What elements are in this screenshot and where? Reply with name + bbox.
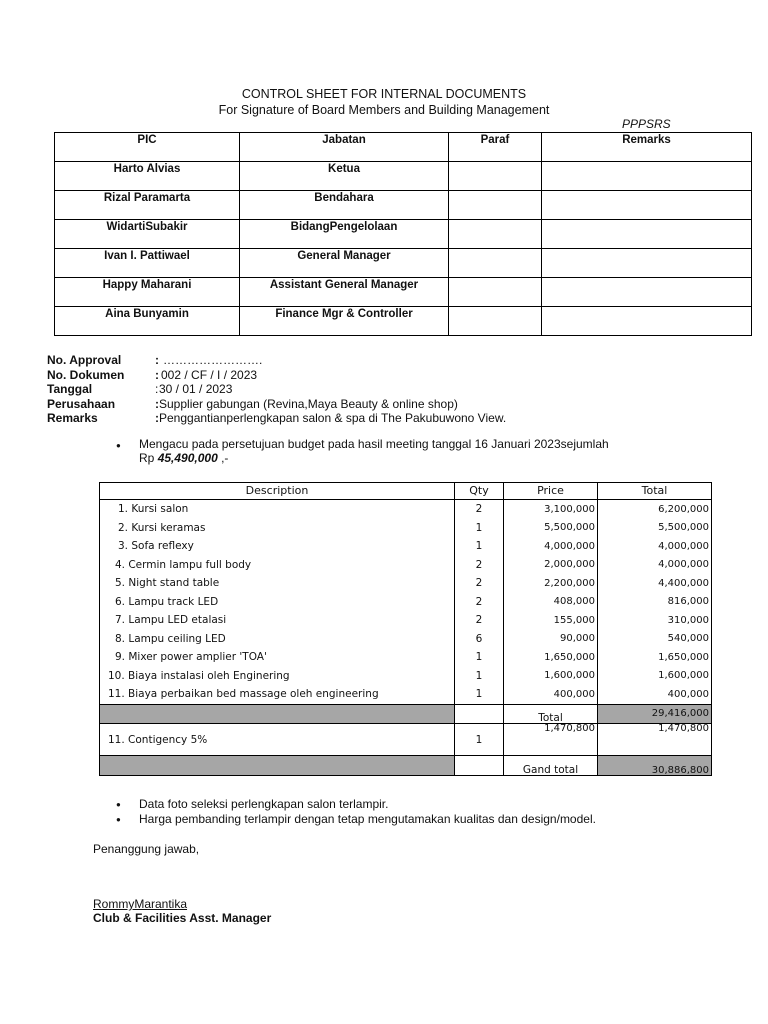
item-row xyxy=(100,500,712,519)
signatory-name: RommyMarantika xyxy=(93,897,188,911)
meta-colon: : xyxy=(155,382,159,396)
item-description: 10. Biaya instalasi oleh Enginering xyxy=(100,667,455,686)
item-qty: 1 xyxy=(455,537,504,556)
item-description: 1. Kursi salon xyxy=(100,500,455,519)
item-price: 3,100,000 xyxy=(504,500,598,519)
signatory-header-row xyxy=(55,133,752,162)
items-header-row xyxy=(100,483,712,500)
contingency-qty: 1 xyxy=(455,724,504,756)
item-total: 1,600,000 xyxy=(598,667,712,686)
signatory-table xyxy=(54,132,752,336)
signatory-jabatan: BidangPengelolaan xyxy=(240,220,449,249)
item-qty: 2 xyxy=(455,611,504,630)
signatory-remarks xyxy=(542,278,752,307)
grand-total-qty-blank xyxy=(455,756,504,776)
contingency-description: 11. Contigency 5% xyxy=(100,724,455,756)
meta-row-remarks xyxy=(47,411,506,426)
item-total: 1,650,000 xyxy=(598,648,712,667)
meta-row-approval xyxy=(47,353,506,368)
subtotal-blank xyxy=(100,704,455,724)
signatory-jabatan: General Manager xyxy=(240,249,449,278)
col-header-remarks: Remarks xyxy=(542,133,752,162)
item-description: 8. Lampu ceiling LED xyxy=(100,630,455,649)
meta-colon: : xyxy=(155,411,159,425)
budget-amount: 45,490,000 xyxy=(157,451,218,465)
item-qty: 2 xyxy=(455,593,504,612)
meta-label: No. Dokumen xyxy=(47,367,125,382)
signatory-remarks xyxy=(542,191,752,220)
item-description: 4. Cermin lampu full body xyxy=(100,556,455,575)
grand-total-row xyxy=(100,756,712,776)
item-qty: 2 xyxy=(455,574,504,593)
items-table xyxy=(99,482,712,776)
item-total: 310,000 xyxy=(598,611,712,630)
meta-label: Tanggal xyxy=(47,382,93,396)
item-description: 6. Lampu track LED xyxy=(100,593,455,612)
document-title: CONTROL SHEET FOR INTERNAL DOCUMENTS xyxy=(241,87,527,101)
subtotal-qty-blank xyxy=(455,704,504,724)
item-description: 11. Biaya perbaikan bed massage oleh engineering xyxy=(100,685,455,704)
bullet-icon: ● xyxy=(116,800,121,809)
item-price: 1,600,000 xyxy=(504,667,598,686)
bullet-icon: ● xyxy=(116,441,121,450)
item-row xyxy=(100,667,712,686)
signatory-jabatan: Assistant General Manager xyxy=(240,278,449,307)
item-price: 4,000,000 xyxy=(504,537,598,556)
item-total: 540,000 xyxy=(598,630,712,649)
signatory-remarks xyxy=(542,249,752,278)
signatory-pic: Harto Alvias xyxy=(55,162,240,191)
signatory-paraf xyxy=(449,162,542,191)
signatory-row xyxy=(55,278,752,307)
subtotal-value: 29,416,000 xyxy=(598,704,712,724)
item-qty: 1 xyxy=(455,685,504,704)
item-price: 155,000 xyxy=(504,611,598,630)
budget-note xyxy=(139,437,609,465)
signatory-remarks xyxy=(542,162,752,191)
item-row xyxy=(100,593,712,612)
item-price: 5,500,000 xyxy=(504,519,598,538)
signatory-row xyxy=(55,307,752,336)
meta-row-tanggal xyxy=(47,382,506,397)
item-price: 400,000 xyxy=(504,685,598,704)
col-header-description: Description xyxy=(100,483,455,500)
item-price: 90,000 xyxy=(504,630,598,649)
contingency-price: 1,470,800 xyxy=(504,724,598,756)
item-row xyxy=(100,556,712,575)
item-total: 400,000 xyxy=(598,685,712,704)
signatory-pic: WidartiSubakir xyxy=(55,220,240,249)
signature-closing: Penanggung jawab, xyxy=(93,842,200,856)
item-total: 4,400,000 xyxy=(598,574,712,593)
item-total: 4,000,000 xyxy=(598,537,712,556)
budget-note-line: Mengacu pada persetujuan budget pada hasil meeting tanggal 16 Januari 2023sejumlah xyxy=(139,437,609,451)
item-total: 816,000 xyxy=(598,593,712,612)
budget-suffix: ,- xyxy=(217,451,229,465)
signatory-row xyxy=(55,191,752,220)
item-description: 9. Mixer power amplier 'TOA' xyxy=(100,648,455,667)
signatory-paraf xyxy=(449,278,542,307)
item-row xyxy=(100,685,712,704)
budget-amount-line xyxy=(139,451,609,465)
item-price: 408,000 xyxy=(504,593,598,612)
signatory-pic: Aina Bunyamin xyxy=(55,307,240,336)
item-price: 2,200,000 xyxy=(504,574,598,593)
signatory-remarks xyxy=(542,220,752,249)
meta-row-dokumen xyxy=(47,368,506,383)
contingency-row xyxy=(100,724,712,756)
item-total: 5,500,000 xyxy=(598,519,712,538)
meta-label: No. Approval xyxy=(47,353,122,367)
meta-colon: : xyxy=(155,353,159,367)
item-qty: 1 xyxy=(455,667,504,686)
signatory-jabatan: Ketua xyxy=(240,162,449,191)
col-header-jabatan: Jabatan xyxy=(240,133,449,162)
signatory-row xyxy=(55,220,752,249)
col-header-paraf: Paraf xyxy=(449,133,542,162)
col-header-price: Price xyxy=(504,483,598,500)
document-metadata xyxy=(47,353,506,426)
budget-currency: Rp xyxy=(139,451,158,465)
bullet-icon: ● xyxy=(116,815,121,824)
item-qty: 2 xyxy=(455,556,504,575)
grand-total-blank xyxy=(100,756,455,776)
document-subtitle: For Signature of Board Members and Building Management xyxy=(218,103,550,117)
item-total: 4,000,000 xyxy=(598,556,712,575)
item-row xyxy=(100,537,712,556)
meta-colon: : xyxy=(155,396,159,411)
signatory-paraf xyxy=(449,191,542,220)
meta-label: Remarks xyxy=(47,411,98,425)
note-photos: Data foto seleksi perlengkapan salon terlampir. xyxy=(139,797,389,811)
item-description: 3. Sofa reflexy xyxy=(100,537,455,556)
item-qty: 1 xyxy=(455,648,504,667)
item-total: 6,200,000 xyxy=(598,500,712,519)
signatory-pic: Rizal Paramarta xyxy=(55,191,240,220)
grand-total-label: Gand total xyxy=(504,756,598,776)
item-price: 2,000,000 xyxy=(504,556,598,575)
signatory-row xyxy=(55,249,752,278)
col-header-pic: PIC xyxy=(55,133,240,162)
signatory-row xyxy=(55,162,752,191)
item-qty: 1 xyxy=(455,519,504,538)
signatory-remarks xyxy=(542,307,752,336)
signatory-jabatan: Finance Mgr & Controller xyxy=(240,307,449,336)
meta-label: Perusahaan xyxy=(47,396,116,411)
col-header-qty: Qty xyxy=(455,483,504,500)
signatory-position: Club & Facilities Asst. Manager xyxy=(93,911,272,925)
item-row xyxy=(100,611,712,630)
item-qty: 6 xyxy=(455,630,504,649)
item-row xyxy=(100,648,712,667)
item-description: 7. Lampu LED etalasi xyxy=(100,611,455,630)
meta-colon: : xyxy=(155,367,159,382)
signatory-paraf xyxy=(449,307,542,336)
signatory-jabatan: Bendahara xyxy=(240,191,449,220)
item-row xyxy=(100,630,712,649)
item-row xyxy=(100,574,712,593)
col-header-total: Total xyxy=(598,483,712,500)
item-qty: 2 xyxy=(455,500,504,519)
meta-value: ……………………. xyxy=(163,353,263,367)
item-price: 1,650,000 xyxy=(504,648,598,667)
subtotal-row xyxy=(100,704,712,724)
meta-value: Supplier gabungan (Revina,Maya Beauty & online shop) xyxy=(159,396,458,411)
subtotal-label: Total xyxy=(504,704,598,724)
meta-row-perusahaan xyxy=(47,397,506,412)
grand-total-value: 30,886,800 xyxy=(598,756,712,776)
organization-label: PPPSRS xyxy=(622,117,671,131)
item-description: 5. Night stand table xyxy=(100,574,455,593)
item-row xyxy=(100,519,712,538)
signatory-pic: Happy Maharani xyxy=(55,278,240,307)
item-description: 2. Kursi keramas xyxy=(100,519,455,538)
meta-value: 30 / 01 / 2023 xyxy=(159,382,233,396)
contingency-total: 1,470,800 xyxy=(598,724,712,756)
meta-value: 002 / CF / I / 2023 xyxy=(161,367,258,382)
signatory-pic: Ivan I. Pattiwael xyxy=(55,249,240,278)
signatory-paraf xyxy=(449,249,542,278)
note-price-comparison: Harga pembanding terlampir dengan tetap mengutamakan kualitas dan design/model. xyxy=(139,812,596,826)
signatory-paraf xyxy=(449,220,542,249)
meta-value: Penggantianperlengkapan salon & spa di The Pakubuwono View. xyxy=(159,411,507,425)
